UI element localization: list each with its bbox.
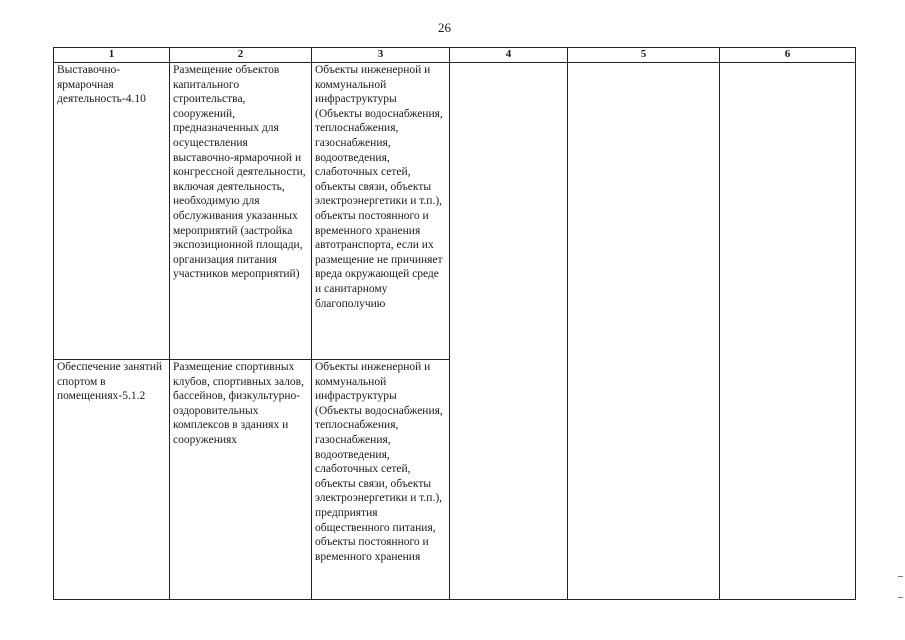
table-header-row	[54, 48, 856, 63]
use-type-cell: Обеспечение занятий спортом в помещениях-5.1.2	[54, 360, 170, 600]
empty-cell-col-4	[450, 63, 568, 600]
land-use-table	[53, 47, 856, 600]
description-cell: Размещение спортивных клубов, спортивных залов, бассейнов, физкультурно-оздоровительных комплексов в зданиях и сооружениях	[170, 360, 312, 600]
page-number: 26	[438, 20, 451, 35]
use-type-cell: Выставочно-ярмарочная деятельность-4.10	[54, 63, 170, 360]
header-col-2: 2	[170, 48, 312, 63]
scan-margin-mark	[898, 597, 903, 598]
auxiliary-uses-cell: Объекты инженерной и коммунальной инфраструктуры (Объекты водоснабжения, теплоснабжения, газоснабжения, водоотведения, слаботочных сетей, объекты связи, объекты электроэнергетики и т.п.), объекты постоянного и временного хранения автотранспорта, если их размещение не причиняет вреда окружающей среде и санитарному благополучию	[312, 63, 450, 360]
header-col-4: 4	[450, 48, 568, 63]
header-col-3: 3	[312, 48, 450, 63]
header-col-5: 5	[568, 48, 720, 63]
scan-margin-mark	[898, 576, 903, 577]
header-col-6: 6	[720, 48, 856, 63]
description-cell: Размещение объектов капитального строительства, сооружений, предназначенных для осуществления выставочно-ярмарочной и конгрессной деятельности, включая деятельность, необходимую для обслуживания указанных мероприятий (застройка экспозиционной площади, организация питания участников мероприятий)	[170, 63, 312, 360]
empty-cell-col-6	[720, 63, 856, 600]
table-row	[54, 63, 856, 360]
empty-cell-col-5	[568, 63, 720, 600]
header-col-1: 1	[54, 48, 170, 63]
auxiliary-uses-cell: Объекты инженерной и коммунальной инфраструктуры (Объекты водоснабжения, теплоснабжения, газоснабжения, водоотведения, слаботочных сетей, объекты связи, объекты электроэнергетики и т.п.), предприятия общественного питания, объекты постоянного и временного хранения	[312, 360, 450, 600]
